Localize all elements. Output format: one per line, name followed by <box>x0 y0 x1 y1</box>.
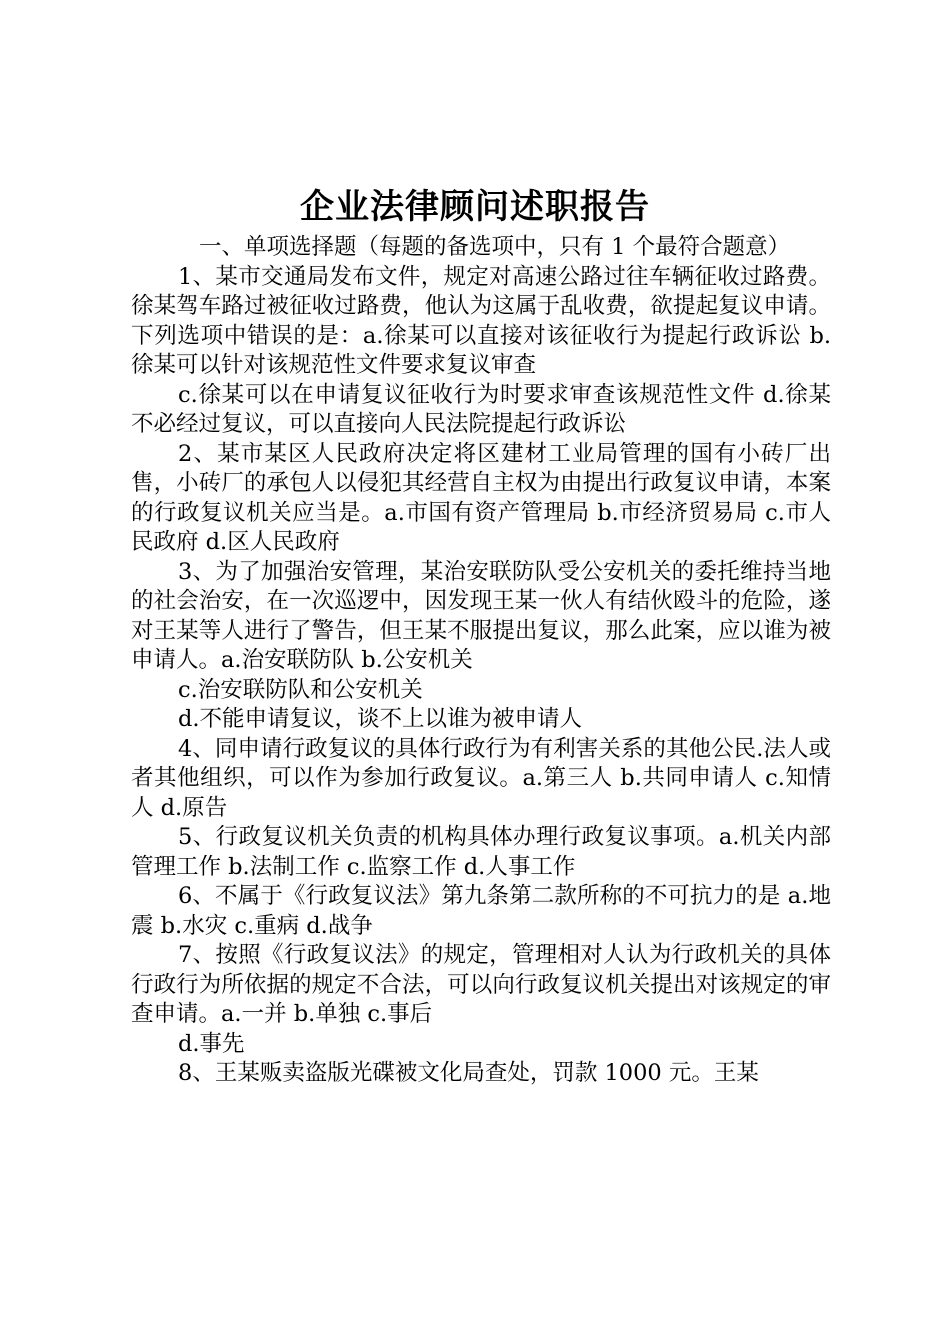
document-title: 企业法律顾问述职报告 <box>300 187 650 227</box>
question-5: 5、行政复议机关负责的机构具体办理行政复议事项。a.机关内部管理工作 b.法制工作 c.监察工作 d.人事工作 <box>131 824 831 880</box>
question-3: 3、为了加强治安管理，某治安联防队受公安机关的委托维持当地的社会治安，在一次巡逻中，因发现王某一伙人有结伙殴斗的危险，遂对王某等人进行了警告，但王某不服提出复议，那么此案，应以谁为被申请人。a.治安联防队 b.公安机关 <box>131 558 831 673</box>
question-3-option-d: d.不能申请复议，谈不上以谁为被申请人 <box>178 706 583 732</box>
question-8: 8、王某贩卖盗版光碟被文化局查处，罚款 1000 元。王某 <box>178 1060 759 1086</box>
question-1: 1、某市交通局发布文件，规定对高速公路过往车辆征收过路费。徐某驾车路过被征收过路费，他认为这属于乱收费，欲提起复议申请。下列选项中错误的是：a.徐某可以直接对该征收行为提起行政诉讼 b.徐某可以针对该规范性文件要求复议审查 <box>131 263 831 378</box>
document-body <box>131 233 831 1089</box>
question-3-option-c: c.治安联防队和公安机关 <box>178 676 423 703</box>
question-7: 7、按照《行政复议法》的规定，管理相对人认为行政机关的具体行政行为所依据的规定不合法，可以向行政复议机关提出对该规定的审查申请。a.一并 b.单独 c.事后 <box>131 942 831 1027</box>
question-2: 2、某市某区人民政府决定将区建材工业局管理的国有小砖厂出售，小砖厂的承包人以侵犯其经营自主权为由提出行政复议申请，本案的行政复议机关应当是。a.市国有资产管理局 b.市经济贸易局 c.市人民政府 d.区人民政府 <box>131 440 831 555</box>
question-6: 6、不属于《行政复议法》第九条第二款所称的不可抗力的是 a.地震 b.水灾 c.重病 d.战争 <box>131 883 831 939</box>
question-4: 4、同申请行政复议的具体行政行为有利害关系的其他公民.法人或者其他组织，可以作为参加行政复议。a.第三人 b.共同申请人 c.知情人 d.原告 <box>131 735 831 821</box>
question-1-options-cont: c.徐某可以在申请复议征收行为时要求审查该规范性文件 d.徐某不必经过复议，可以直接向人民法院提起行政诉讼 <box>131 381 831 437</box>
section-heading: 一、单项选择题（每题的备选项中，只有 1 个最符合题意） <box>199 234 791 260</box>
question-7-option-d: d.事先 <box>178 1030 245 1057</box>
